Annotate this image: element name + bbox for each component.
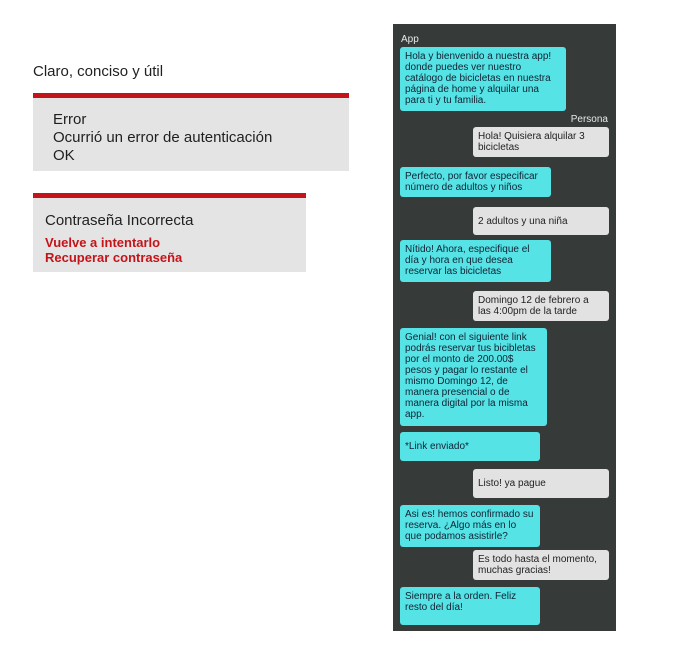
chat-message-user: Es todo hasta el momento, muchas gracias! [473, 550, 609, 580]
recover-password-link[interactable]: Recuperar contraseña [45, 250, 183, 265]
chat-message-app: Nítido! Ahora, especifique el día y hora en que desea reservar las bicicletas [400, 240, 551, 282]
chat-message-app: Perfecto, por favor especificar número de adultos y niños [400, 167, 551, 197]
error-title: Error [53, 111, 87, 128]
password-dialog [33, 193, 306, 272]
chat-message-user: Hola! Quisiera alquilar 3 bicicletas [473, 127, 609, 157]
error-message: Ocurrió un error de autenticación [53, 129, 273, 146]
chat-message-app: *Link enviado* [400, 432, 540, 461]
chat-message-app: Hola y bienvenido a nuestra app! donde puedes ver nuestro catálogo de bicicletas en nuestra página de home y alquilar una para ti y tu familia. [400, 47, 566, 111]
user-sender-label: Persona [570, 114, 608, 125]
chat-message-app: Siempre a la orden. Feliz resto del día! [400, 587, 540, 625]
chat-message-user: Domingo 12 de febrero a las 4:00pm de la tarde [473, 291, 609, 321]
chat-message-app: Asi es! hemos confirmado su reserva. ¿Algo más en lo que podamos asistirle? [400, 505, 540, 547]
chat-message-user: Listo! ya pague [473, 469, 609, 498]
chat-message-app: Genial! con el siguiente link podrás reservar tus bicibletas por el monto de 200.00$ pesos y pagar lo restante el mismo Domingo 12, de manera presencial o de manera digital por la misma app. [400, 328, 547, 426]
password-dialog-title: Contraseña Incorrecta [45, 212, 194, 229]
chat-panel [393, 24, 616, 631]
retry-link[interactable]: Vuelve a intentarlo [45, 235, 161, 250]
app-sender-label: App [401, 34, 419, 45]
error-dialog [33, 93, 349, 171]
ok-button[interactable]: OK [53, 147, 75, 164]
chat-message-user: 2 adultos y una niña [473, 207, 609, 235]
caption: Claro, conciso y útil [33, 63, 164, 80]
